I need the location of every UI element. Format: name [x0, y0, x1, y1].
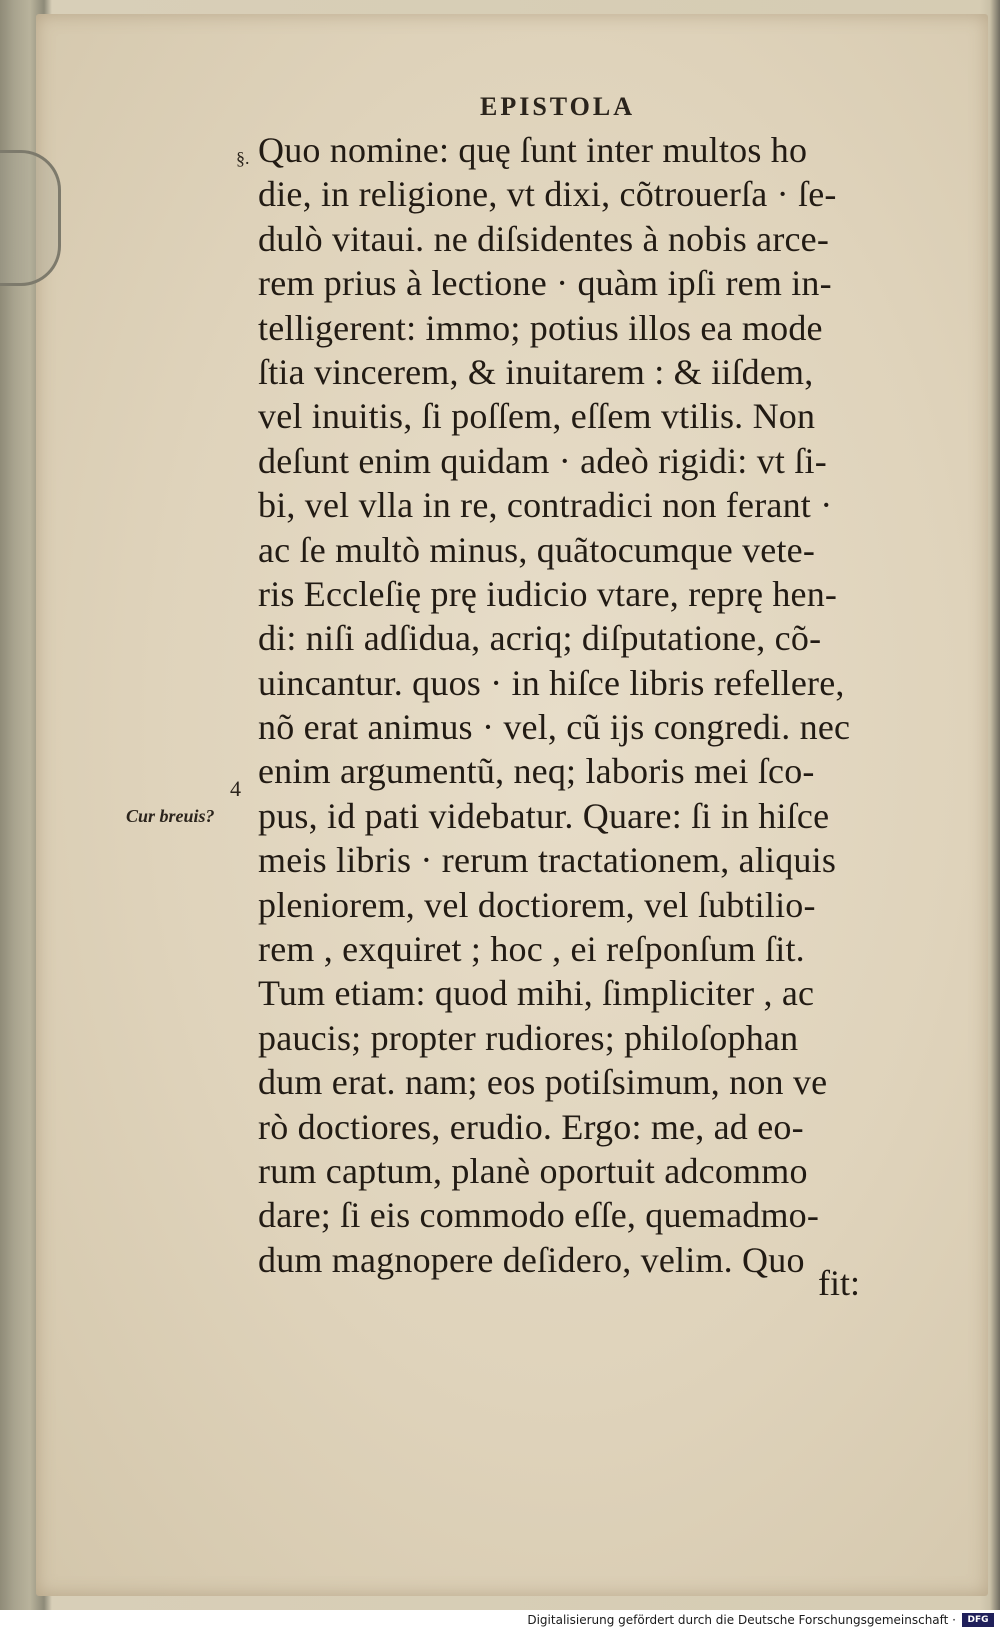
- text-line: pleniorem, vel doctiorem, vel ſubtilio-: [258, 884, 816, 925]
- running-head: EPISTOLA: [480, 92, 636, 121]
- text-line: nõ erat animus · vel, cũ ijs congredi. nec: [258, 707, 851, 748]
- text-line: paucis; propter rudiores; philoſophan: [258, 1017, 799, 1058]
- text-line: dare; ſi eis commodo eſſe, quemadmo-: [258, 1195, 820, 1236]
- text-line: Tum etiam: quod mihi, ſimpliciter , ac: [258, 973, 815, 1014]
- text-line: di: niſi adſidua, acriq; diſputatione, cõ-: [258, 618, 822, 659]
- binding-strap: [0, 150, 61, 286]
- margin-note: Cur breuis?: [126, 806, 215, 826]
- text-line: ac ſe multò minus, quãtocumque vete-: [258, 529, 816, 570]
- digitization-footer: [0, 1610, 1000, 1632]
- text-line: deſunt enim quidam · adeò rigidi: vt ſi-: [258, 440, 827, 481]
- text-line: dum magnopere deſidero, velim. Quo: [258, 1239, 805, 1280]
- text-line: bi, vel vlla in re, contradici non ferant ·: [258, 485, 833, 526]
- funding-credit: Digitalisierung gefördert durch die Deutsche Forschungsgemeinschaft ·: [527, 1613, 956, 1627]
- text-line: Quo nomine: quę ſunt inter multos ho: [258, 130, 808, 170]
- text-line: pus, id pati videbatur. Quare: ſi in hiſce: [258, 795, 830, 836]
- text-line: rem prius à lectione · quàm ipſi rem in-: [258, 263, 832, 304]
- dfg-logo: DFG: [962, 1613, 994, 1627]
- text-line: telligerent: immo; potius illos ea mode: [258, 307, 823, 348]
- text-line: dum erat. nam; eos potiſsimum, non ve: [258, 1062, 828, 1103]
- text-line: uincantur. quos · in hiſce libris refellere,: [258, 662, 845, 703]
- text-line: die, in religione, vt dixi, cõtrouerſa · ſe-: [258, 174, 837, 215]
- text-line: rò doctiores, erudio. Ergo: me, ad eo-: [258, 1106, 804, 1147]
- text-line: enim argumentũ, neq; laboris mei ſco-: [258, 751, 815, 792]
- text-line: dulò vitaui. ne diſsidentes à nobis arce-: [258, 218, 830, 259]
- text-line: rem , exquiret ; hoc , ei reſponſum ſit.: [258, 929, 805, 970]
- text-line: rum captum, planè oportuit adcommo: [258, 1150, 808, 1191]
- text-line: meis libris · rerum tractationem, aliquis: [258, 840, 837, 881]
- body-text: [258, 128, 878, 1282]
- section-mark: §.: [236, 148, 250, 168]
- catchword: fit:: [818, 1263, 860, 1303]
- text-line: vel inuitis, ſi poſſem, eſſem vtilis. Non: [258, 396, 816, 437]
- text-line: ſtia vincerem, & inuitarem : & iiſdem,: [258, 351, 814, 392]
- margin-number: 4: [230, 776, 241, 801]
- text-line: ris Eccleſię prę iudicio vtare, reprę hen-: [258, 573, 838, 614]
